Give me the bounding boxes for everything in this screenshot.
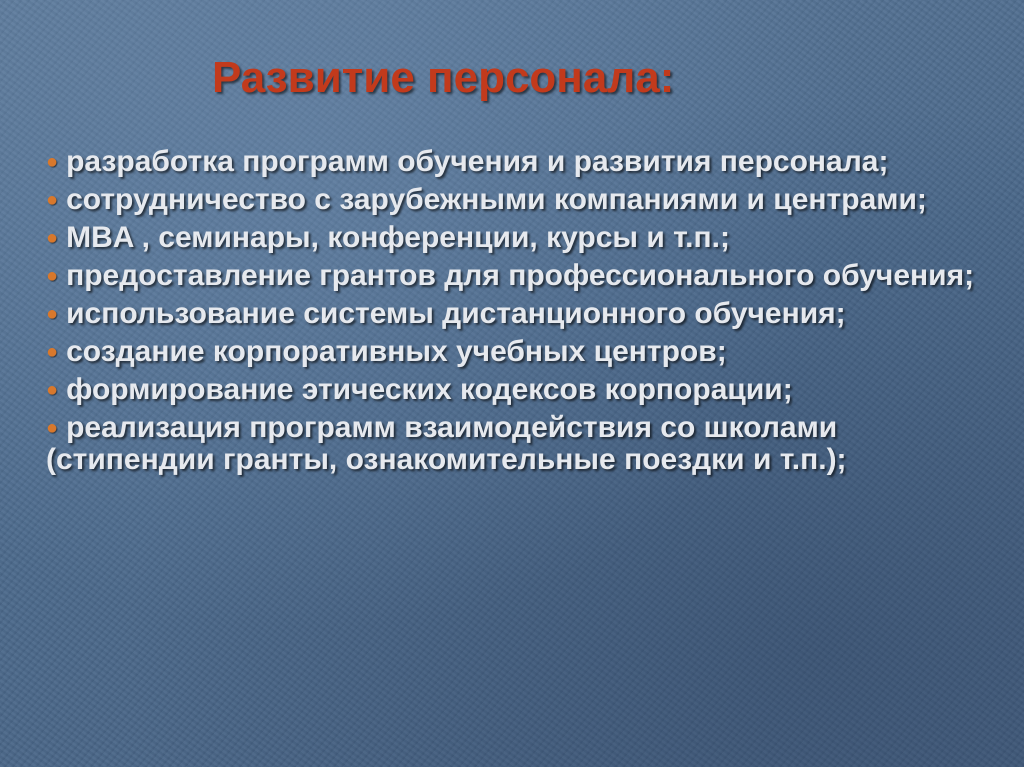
list-item-text: реализация программ взаимодействия со школами (стипендии гранты, ознакомительные поездки и т.п.); (46, 411, 847, 476)
bullet-dot-icon: ● (46, 265, 59, 287)
list-item (46, 260, 986, 292)
slide-title: Развитие персонала: (212, 53, 675, 102)
list-item-text: формирование этических кодексов корпорации; (66, 373, 793, 406)
bullet-list (46, 146, 986, 481)
list-item-text: создание корпоративных учебных центров; (66, 335, 727, 368)
list-item (46, 146, 986, 178)
bullet-dot-icon: ● (46, 303, 59, 325)
list-item-text: разработка программ обучения и развития персонала; (66, 145, 889, 178)
list-item-text: сотрудничество с зарубежными компаниями и центрами; (66, 183, 927, 216)
list-item-text: MBA , семинары, конференции, курсы и т.п.; (66, 221, 730, 254)
bullet-dot-icon: ● (46, 189, 59, 211)
bullet-dot-icon: ● (46, 151, 59, 173)
list-item (46, 374, 986, 406)
list-item (46, 222, 986, 254)
list-item-text: предоставление грантов для профессионального обучения; (66, 259, 975, 292)
list-item (46, 298, 986, 330)
bullet-dot-icon: ● (46, 379, 59, 401)
bullet-dot-icon: ● (46, 341, 59, 363)
list-item (46, 184, 986, 216)
list-item (46, 336, 986, 368)
list-item-text: использование системы дистанционного обучения; (66, 297, 846, 330)
list-item (46, 412, 986, 475)
bullet-dot-icon: ● (46, 227, 59, 249)
bullet-dot-icon: ● (46, 417, 59, 439)
